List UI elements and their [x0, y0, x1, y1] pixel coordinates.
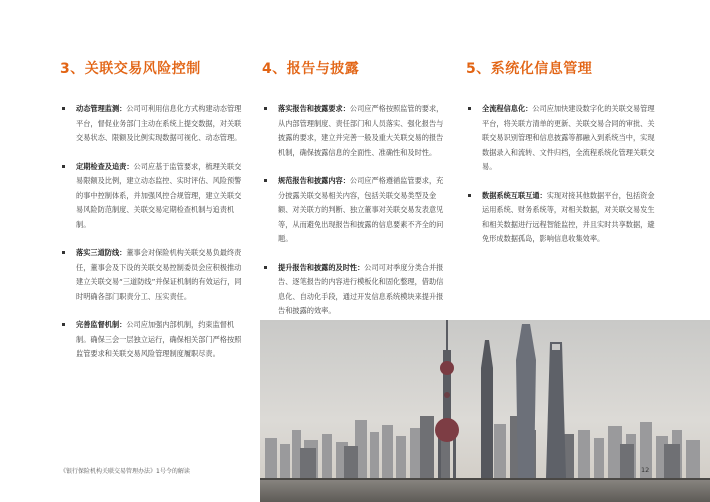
item-text: 公司应加强内部机制，约束监督机制。确保三会一层独立运行，确保相关部门严格按照监管要求和关联交易风险管理制度履职尽责。: [76, 320, 242, 358]
document-footer: 《银行保险机构关联交易管理办法》1号令的解读: [60, 468, 190, 475]
list-item: [60, 318, 248, 362]
item-text: 公司应基于监管要求，梳理关联交易限额及比例，建立动态监控、实时评估、风险预警的事中控制体系，并加强风控合规管理，建立关联交易风险防范制度、关联交易定期检查机制与追责机制。: [76, 161, 242, 229]
bullet-icon: [62, 251, 65, 254]
item-heading: 数据系统互联互通：: [482, 190, 547, 200]
bullet-icon: [468, 107, 471, 110]
bullet-icon: [62, 107, 65, 110]
item-text: 公司应加快建设数字化的关联交易管理平台，将关联方清单的更新、关联交易合同的审批、关联交易识别管理和信息披露等都融入到系统当中，实现数据录入和流转、文件归档，全流程系统化管理关联交易。: [482, 104, 655, 171]
list-item: [262, 174, 450, 247]
item-text: 公司应严格遵循监管要求，充分披露关联交易相关内容，包括关联交易类型及金额、对关联方的判断、独立董事对关联交易发表意见等，从而避免出现报告和披露的信息要素不齐全的问题。: [278, 176, 444, 243]
column-risk-control: [60, 58, 248, 376]
item-text: 公司可对季度分类合并报告、逐笔报告的内容进行模板化和固化整理，借助信息化、自动化手段，通过开发信息系统模块来提升报告和披露的效率。: [278, 262, 444, 315]
bullet-icon: [264, 107, 267, 110]
section-title: 4、报告与披露: [262, 61, 360, 77]
bullet-icon: [62, 165, 65, 168]
column-report-disclosure: [262, 58, 450, 333]
bullet-icon: [62, 323, 65, 326]
column-system-info: [466, 58, 658, 261]
item-heading: 完善监督机制：: [76, 320, 127, 329]
item-heading: 规范报告和披露内容：: [278, 176, 350, 185]
item-text: 公司应严格按照监管的要求，从内部管理制度、责任部门和人员落实、强化报告与披露的要求，建立并完善一般及重大关联交易的报告机制，确保披露信息的全面性、准确性和及时性。: [278, 104, 444, 157]
bullet-icon: [264, 179, 267, 182]
city-skyline-image: [260, 320, 710, 502]
item-heading: 全流程信息化：: [482, 104, 533, 113]
item-heading: 动态管理监测：: [76, 104, 127, 113]
list-item: [466, 102, 658, 175]
item-heading: 落实报告和披露要求：: [278, 104, 350, 113]
section-title: 5、系统化信息管理: [466, 61, 593, 77]
bullet-icon: [264, 266, 267, 269]
list-item: [262, 102, 450, 160]
list-item: [60, 102, 248, 146]
item-text: 董事会对保险机构关联交易负最终责任，董事会及下设的关联交易控制委员会应积极推动建立关联交易“三道防线”并保证机制的有效运行，同时明确各部门职责分工、压实责任。: [76, 248, 242, 301]
item-text: 公司可利用信息化方式构建动态管理平台，督促业务部门主动在系统上提交数据，对关联交易状态、限额及比例实现数据可视化、动态管理。: [76, 104, 242, 142]
item-heading: 提升报告和披露的及时性：: [278, 262, 365, 272]
section-title: 3、关联交易风险控制: [60, 61, 201, 77]
list-item: [466, 189, 658, 247]
item-text: 实现对接其他数据平台，包括资金运用系统、财务系统等，对相关数据，对关联交易发生和相关数据进行远程智能监控，并且实时共享数据，避免形成数据孤岛，影响信息收集效率。: [482, 190, 655, 243]
list-item: [60, 160, 248, 233]
item-heading: 落实三道防线：: [76, 248, 127, 257]
bullet-icon: [468, 194, 471, 197]
item-heading: 定期检查及追责：: [76, 161, 134, 171]
list-item: [60, 246, 248, 304]
list-item: [262, 261, 450, 319]
page-number: 12: [641, 466, 650, 474]
